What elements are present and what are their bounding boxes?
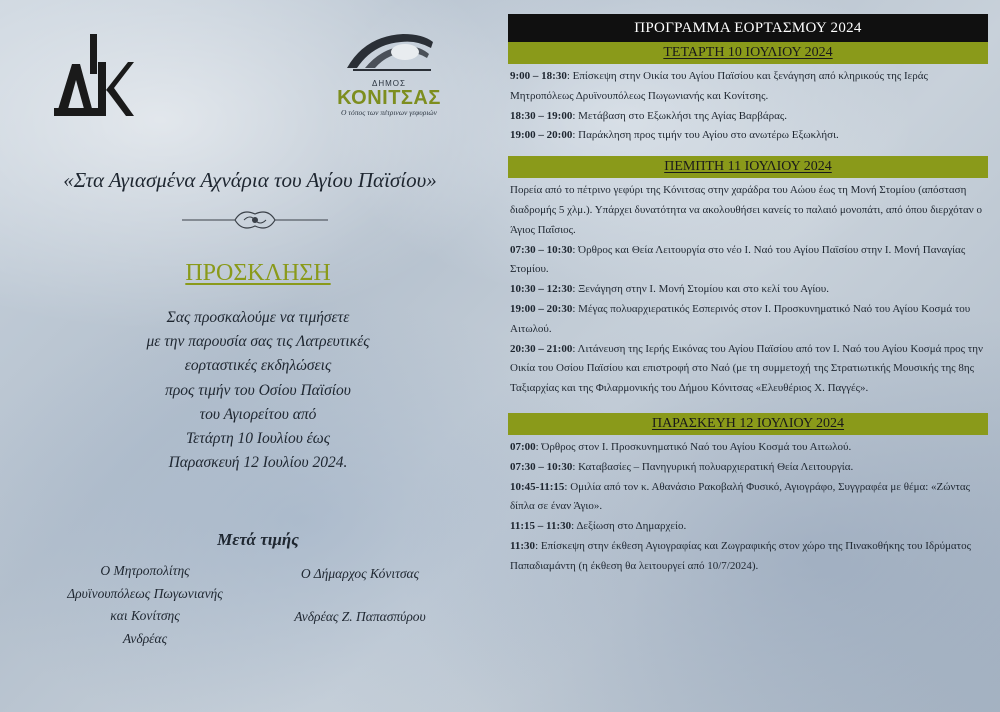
entry-time: 07:30 – 10:30 <box>510 460 573 473</box>
entry-time: 07:00 <box>510 440 536 453</box>
entry-text: : Μετάβαση στο Εξωκλήσι της Αγίας Βαρβάρας. <box>572 109 787 122</box>
day-entries <box>508 435 988 577</box>
municipal-bridge-logo-icon <box>343 28 435 72</box>
day-thursday <box>508 156 988 399</box>
entry-text: : Λιτάνευση της Ιερής Εικόνας του Αγίου Παϊσίου από τον Ι. Ναό του Αγίου Κοσμά προς την Οικία του Οσίου Παϊσίου και επιστροφή στο Ναό (με τη συμμετοχή της Στρατιωτικής Μουσικής της 8ης Ταξιαρχίας και της Φιλαρμονικής του Δήμου Κόνιτσας «Ελευθέριος Χ. Παγγές». <box>510 342 983 395</box>
program-intro: Πορεία από το πέτρινο γεφύρι της Κόνιτσας στην χαράδρα του Αώου έως τη Μονή Στομίου (απόσταση διαδρομής 5 χλμ.). Υπάρχει δυνατότητα να ακολουθήσει κανείς το παλαιό μονοπάτι, από όπου διερχόταν ο Άγιος Παΐσιος. <box>510 184 983 236</box>
entry-time: 07:30 – 10:30 <box>510 243 573 256</box>
program-entry <box>510 478 986 518</box>
program-entry <box>510 438 986 458</box>
day-entries <box>508 64 988 146</box>
signature-line: Δρυϊνουπόλεως Πωγωνιανής <box>67 585 223 601</box>
entry-text: : Ξενάγηση στην Ι. Μονή Στομίου και στο κελί του Αγίου. <box>572 283 829 296</box>
entry-text: : Όρθρος και Θεία Λειτουργία στο νέο Ι. Ναό του Αγίου Παϊσίου στην Ι. Μονή Παναγίας Στομίου. <box>510 243 966 276</box>
signature-mayor <box>260 563 460 628</box>
entry-text: : Όρθρος στον Ι. Προσκυνηματικό Ναό του Αγίου Κοσμά του Αιτωλού. <box>535 440 852 453</box>
day-wednesday <box>508 42 988 146</box>
body-line: του Αγιορείτου από <box>199 405 317 423</box>
day-title: ΠΑΡΑΣΚΕΥΗ 12 ΙΟΥΛΙΟΥ 2024 <box>508 413 988 435</box>
monogram-logo-icon <box>50 34 134 120</box>
body-line: Παρασκευή 12 Ιουλίου 2024. <box>168 454 348 472</box>
municipality-logo <box>334 28 444 128</box>
entry-text: : Παράκληση προς τιμήν του Αγίου στο ανωτέρω Εξωκλήσι. <box>572 129 839 142</box>
day-entries <box>508 178 988 399</box>
entry-text: : Καταβασίες – Πανηγυρική πολυαρχιερατική Θεία Λειτουργία. <box>572 460 854 473</box>
entry-text: : Ομιλία από τον κ. Αθανάσιο Ρακοβαλή Φυσικό, Αγιογράφο, Συγγραφέα με θέμα: «Ζώντας δίπλα σε έναν Άγιο». <box>510 480 971 513</box>
municipality-label: ΔΗΜΟΣ <box>372 79 406 88</box>
program-entry <box>510 241 986 281</box>
program-panel <box>508 14 988 577</box>
invitation-body <box>0 306 516 475</box>
entry-text: : Δεξίωση στο Δημαρχείο. <box>571 520 687 533</box>
program-entry <box>510 537 986 577</box>
event-title: «Στα Αγιασμένα Αχνάρια του Αγίου Παϊσίου» <box>63 168 437 192</box>
program-entry <box>510 107 986 127</box>
entry-time: 19:00 – 20:30 <box>510 302 573 315</box>
body-line: εορταστικές εκδηλώσεις <box>184 357 332 375</box>
program-entry <box>510 517 986 537</box>
entry-time: 11:30 <box>510 539 536 552</box>
entry-time: 18:30 – 19:00 <box>510 109 573 122</box>
body-line: με την παρουσία σας τις Λατρευτικές <box>146 333 370 351</box>
program-header: ΠΡΟΓΡΑΜΜΑ ΕΟΡΤΑΣΜΟΥ 2024 <box>508 14 988 42</box>
entry-time: 19:00 – 20:00 <box>510 129 573 142</box>
regards-line: Μετά τιμής <box>217 530 299 549</box>
signature-line: και Κονίτσης <box>110 608 180 623</box>
signature-name: Ανδρέας Ζ. Παπασπύρου <box>294 608 426 624</box>
program-entry <box>510 340 986 399</box>
municipality-motto: Ο τόπος των πέτρινων γεφυριών <box>341 108 437 117</box>
signature-title: Ο Δήμαρχος Κόνιτσας <box>300 566 420 581</box>
program-entry <box>510 300 986 340</box>
entry-text: : Μέγας πολυαρχιερατικός Εσπερινός στον Ι. Προσκυνηματικό Ναό του Αγίου Κοσμά του Αιτωλού. <box>510 302 971 335</box>
program-entry <box>510 458 986 478</box>
day-title: ΤΕΤΑΡΤΗ 10 ΙΟΥΛΙΟΥ 2024 <box>508 42 988 64</box>
entry-time: 9:00 – 18:30 <box>510 70 567 82</box>
body-line: Σας προσκαλούμε να τιμήσετε <box>166 309 350 326</box>
day-friday <box>508 413 988 577</box>
signature-line: Ο Μητροπολίτης <box>100 563 190 578</box>
entry-time: 10:45-11:15 <box>510 480 565 493</box>
entry-text: : Επίσκεψη στην έκθεση Αγιογραφίας και Ζωγραφικής στον χώρο της Πινακοθήκης του Ιδρύματος Παπαδιαμάντη (η έκθεση θα λειτουργεί από 10/7/2024). <box>510 539 971 572</box>
program-entry <box>510 126 986 146</box>
municipality-name: ΚΟΝΙΤΣΑΣ <box>337 87 441 109</box>
ornament-divider-icon <box>180 206 330 234</box>
program-entry <box>510 280 986 300</box>
program-entry <box>510 67 986 107</box>
signature-line: Ανδρέας <box>122 630 168 646</box>
entry-time: 11:15 – 11:30 <box>510 520 572 533</box>
invitation-heading: ΠΡΟΣΚΛΗΣΗ <box>185 260 331 286</box>
body-line: Τετάρτη 10 Ιουλίου έως <box>185 430 331 448</box>
day-title: ΠΕΜΠΤΗ 11 ΙΟΥΛΙΟΥ 2024 <box>508 156 988 178</box>
entry-time: 20:30 – 21:00 <box>510 342 573 355</box>
entry-text: : Επίσκεψη στην Οικία του Αγίου Παϊσίου και ξενάγηση από κληρικούς της Ιεράς Μητροπόλεως Δρυϊνουπόλεως Πωγωνιανής και Κονίτσης. <box>510 70 928 102</box>
entry-time: 10:30 – 12:30 <box>510 283 573 296</box>
body-line: προς τιμήν του Οσίου Παϊσίου <box>165 381 351 399</box>
signature-metropolitan <box>40 560 250 650</box>
